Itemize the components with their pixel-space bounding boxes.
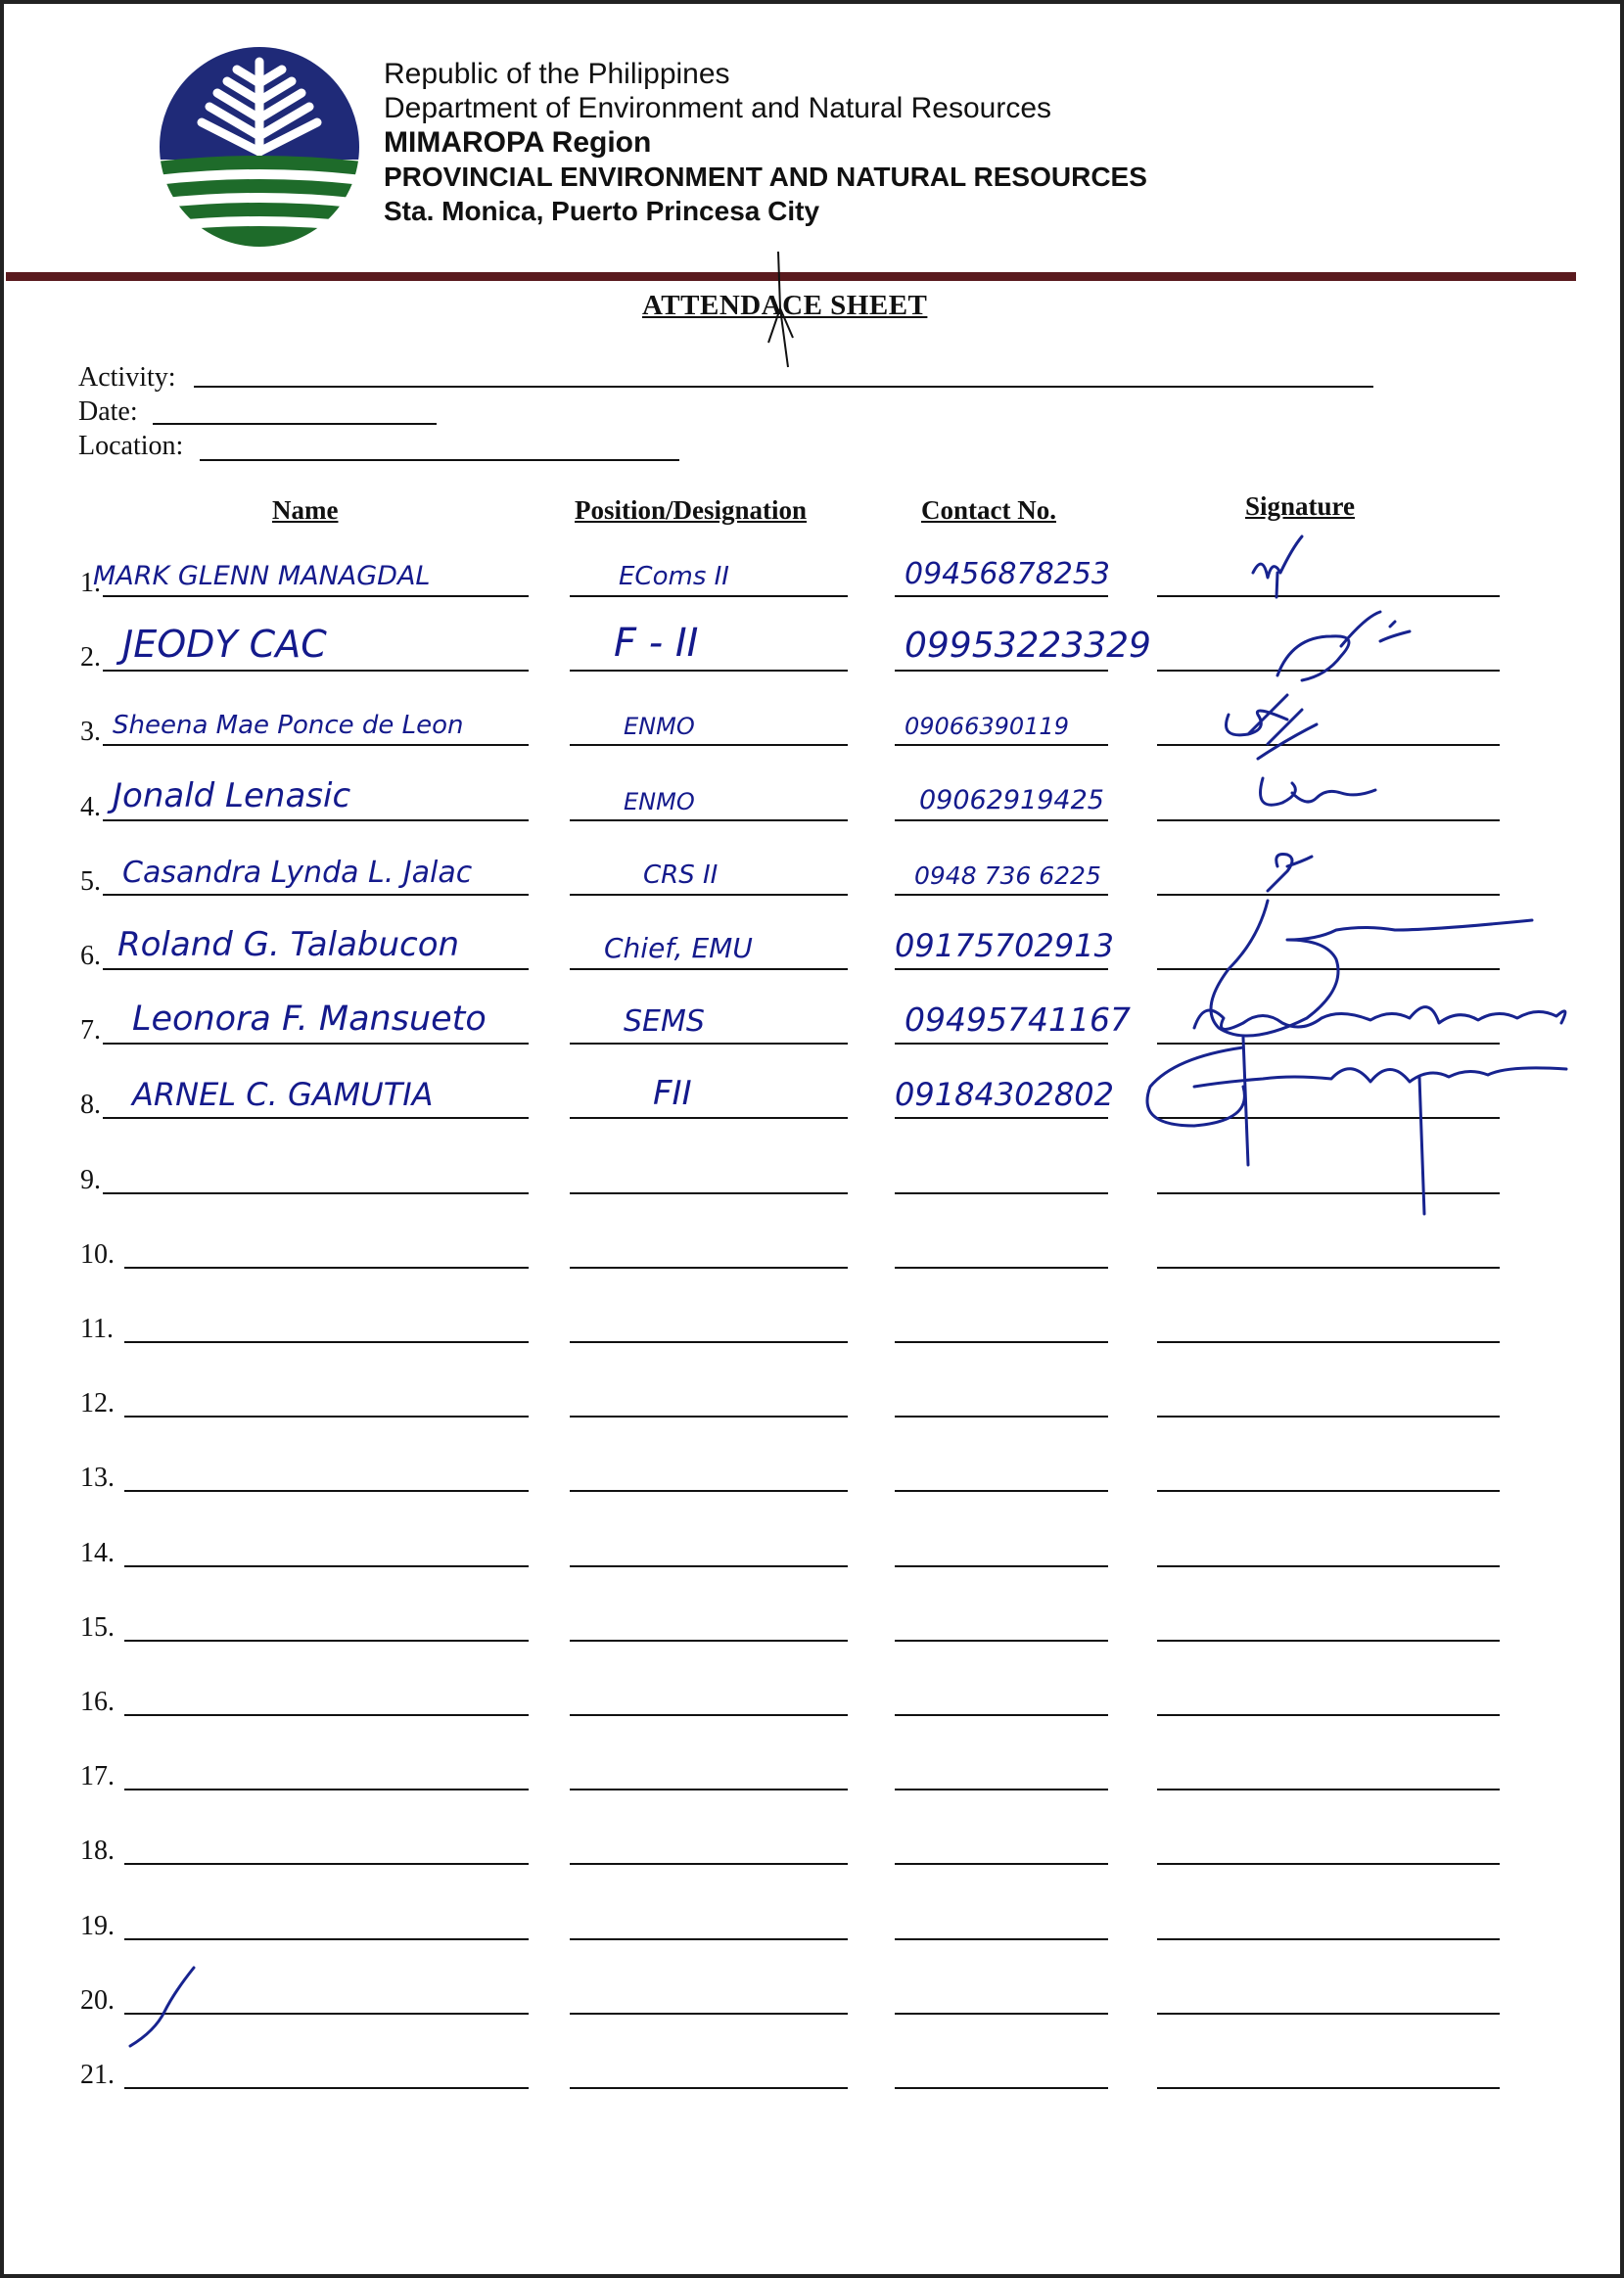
check-mark-icon bbox=[125, 1963, 204, 2051]
denr-logo-icon bbox=[157, 44, 362, 250]
table-row bbox=[0, 1196, 1624, 1271]
attendee-position: FII bbox=[653, 1074, 692, 1114]
contact-blank-line bbox=[895, 1490, 1108, 1492]
pos-blank-line bbox=[570, 1789, 848, 1790]
pos-blank-line bbox=[570, 670, 848, 672]
pos-blank-line bbox=[570, 1341, 848, 1343]
name-blank-line bbox=[103, 1117, 529, 1119]
contact-blank-line bbox=[895, 968, 1108, 970]
row-number: 18. bbox=[80, 1836, 115, 1867]
pos-blank-line bbox=[570, 1192, 848, 1194]
contact-blank-line bbox=[895, 1267, 1108, 1269]
table-row bbox=[0, 1122, 1624, 1196]
contact-blank-line bbox=[895, 894, 1108, 896]
contact-blank-line bbox=[895, 1863, 1108, 1865]
attendee-name: Jonald Lenasic bbox=[113, 775, 351, 815]
signature-blank-line bbox=[1157, 1640, 1500, 1642]
location-label: Location: bbox=[78, 431, 184, 461]
pos-blank-line bbox=[570, 1938, 848, 1940]
column-header-position: Position/Designation bbox=[575, 495, 808, 525]
signature-blank-line bbox=[1157, 819, 1500, 821]
pos-blank-line bbox=[570, 1416, 848, 1418]
attendee-contact-number: 09953223329 bbox=[905, 626, 1151, 667]
contact-blank-line bbox=[895, 1789, 1108, 1790]
contact-blank-line bbox=[895, 1117, 1108, 1119]
name-blank-line bbox=[124, 1640, 529, 1642]
letterhead-address: Sta. Monica, Puerto Princesa City bbox=[384, 196, 820, 226]
contact-blank-line bbox=[895, 1565, 1108, 1567]
name-blank-line bbox=[124, 1565, 529, 1567]
attendee-position: SEMS bbox=[624, 1004, 705, 1040]
pos-blank-line bbox=[570, 1043, 848, 1045]
attendee-contact-number: 09495741167 bbox=[905, 1000, 1131, 1040]
signature-blank-line bbox=[1157, 968, 1500, 970]
pos-blank-line bbox=[570, 595, 848, 597]
row-number: 10. bbox=[80, 1238, 115, 1270]
attendee-name: Leonora F. Mansueto bbox=[132, 1000, 487, 1040]
attendee-name: Sheena Mae Ponce de Leon bbox=[113, 711, 464, 741]
letterhead bbox=[384, 57, 1147, 228]
contact-blank-line bbox=[895, 1043, 1108, 1045]
page-title: ATTENDACE SHEET bbox=[642, 290, 928, 321]
table-row bbox=[0, 1271, 1624, 1345]
table-row bbox=[0, 1792, 1624, 1867]
name-blank-line bbox=[124, 1938, 529, 1940]
table-row bbox=[0, 823, 1624, 898]
pos-blank-line bbox=[570, 1640, 848, 1642]
attendee-name: ARNEL C. GAMUTIA bbox=[132, 1076, 434, 1114]
row-number: 13. bbox=[80, 1463, 115, 1494]
pos-blank-line bbox=[570, 1714, 848, 1716]
table-row bbox=[0, 1644, 1624, 1718]
row-number: 17. bbox=[80, 1761, 115, 1792]
pos-blank-line bbox=[570, 894, 848, 896]
signature-blank-line bbox=[1157, 1938, 1500, 1940]
signature-blank-line bbox=[1157, 1789, 1500, 1790]
signature-blank-line bbox=[1157, 1863, 1500, 1865]
table-row bbox=[0, 525, 1624, 599]
pos-blank-line bbox=[570, 2013, 848, 2015]
table-row bbox=[0, 749, 1624, 823]
signature-blank-line bbox=[1157, 1043, 1500, 1045]
contact-blank-line bbox=[895, 744, 1108, 746]
column-header-signature: Signature bbox=[1245, 491, 1356, 521]
name-blank-line bbox=[103, 595, 529, 597]
contact-blank-line bbox=[895, 1640, 1108, 1642]
contact-blank-line bbox=[895, 2087, 1108, 2089]
letterhead-region: MIMAROPA Region bbox=[384, 126, 652, 159]
name-blank-line bbox=[124, 1789, 529, 1790]
pos-blank-line bbox=[570, 1490, 848, 1492]
contact-blank-line bbox=[895, 2013, 1108, 2015]
row-number: 14. bbox=[80, 1537, 115, 1568]
table-row bbox=[0, 1718, 1624, 1792]
attendee-name: Casandra Lynda L. Jalac bbox=[122, 855, 473, 890]
signature-blank-line bbox=[1157, 1192, 1500, 1194]
name-blank-line bbox=[124, 1863, 529, 1865]
contact-blank-line bbox=[895, 1714, 1108, 1716]
row-number: 9. bbox=[80, 1164, 101, 1195]
name-blank-line bbox=[103, 670, 529, 672]
scan-border-top bbox=[0, 0, 1624, 4]
attendee-contact-number: 09062919425 bbox=[919, 784, 1104, 815]
table-row bbox=[0, 674, 1624, 748]
signature-blank-line bbox=[1157, 2013, 1500, 2015]
table-row bbox=[0, 599, 1624, 674]
attendee-contact-number: 09066390119 bbox=[905, 713, 1069, 741]
name-blank-line bbox=[124, 1341, 529, 1343]
name-blank-line bbox=[103, 744, 529, 746]
signature-blank-line bbox=[1157, 744, 1500, 746]
attendee-contact-number: 09175702913 bbox=[895, 927, 1114, 964]
pos-blank-line bbox=[570, 968, 848, 970]
signature-blank-line bbox=[1157, 2087, 1500, 2089]
signature-blank-line bbox=[1157, 1416, 1500, 1418]
row-number: 11. bbox=[80, 1314, 114, 1344]
row-number: 12. bbox=[80, 1388, 115, 1419]
row-number: 21. bbox=[80, 2060, 115, 2090]
signature-blank-line bbox=[1157, 1117, 1500, 1119]
name-blank-line bbox=[124, 1267, 529, 1269]
row-number: 7. bbox=[80, 1015, 101, 1046]
row-number: 15. bbox=[80, 1611, 115, 1643]
table-row bbox=[0, 1942, 1624, 2017]
signature-blank-line bbox=[1157, 595, 1500, 597]
letterhead-department: Department of Environment and Natural Resources bbox=[384, 92, 1052, 124]
table-row bbox=[0, 2017, 1624, 2091]
attendee-position: CRS II bbox=[643, 860, 719, 890]
pos-blank-line bbox=[570, 1565, 848, 1567]
signature-blank-line bbox=[1157, 1341, 1500, 1343]
table-row bbox=[0, 898, 1624, 972]
name-blank-line bbox=[103, 968, 529, 970]
row-number: 16. bbox=[80, 1687, 115, 1717]
scan-border-bottom bbox=[0, 2274, 1624, 2278]
table-row bbox=[0, 1868, 1624, 1942]
pos-blank-line bbox=[570, 1117, 848, 1119]
contact-blank-line bbox=[895, 1341, 1108, 1343]
attendee-position: F - II bbox=[614, 621, 699, 667]
name-blank-line bbox=[124, 2087, 529, 2089]
row-number: 8. bbox=[80, 1090, 101, 1121]
attendee-position: ENMO bbox=[624, 787, 695, 815]
table-row bbox=[0, 1569, 1624, 1644]
row-number: 2. bbox=[80, 642, 101, 674]
pos-blank-line bbox=[570, 2087, 848, 2089]
attendee-name: MARK GLENN MANAGDAL bbox=[93, 561, 431, 591]
row-number: 19. bbox=[80, 1910, 115, 1941]
pos-blank-line bbox=[570, 819, 848, 821]
signature-blank-line bbox=[1157, 1490, 1500, 1492]
attendee-contact-number: 09456878253 bbox=[905, 557, 1110, 591]
attendee-position: ENMO bbox=[624, 713, 695, 741]
name-blank-line bbox=[124, 1714, 529, 1716]
name-blank-line bbox=[103, 1192, 529, 1194]
attendee-contact-number: 0948 736 6225 bbox=[914, 860, 1101, 890]
pos-blank-line bbox=[570, 744, 848, 746]
row-number: 5. bbox=[80, 865, 101, 897]
pen-stroke-mark bbox=[759, 250, 808, 377]
table-row bbox=[0, 1046, 1624, 1121]
name-blank-line bbox=[124, 1490, 529, 1492]
signature-blank-line bbox=[1157, 894, 1500, 896]
row-number: 4. bbox=[80, 791, 101, 822]
contact-blank-line bbox=[895, 1938, 1108, 1940]
column-header-contact: Contact No. bbox=[921, 495, 1056, 525]
column-header-name: Name bbox=[272, 495, 339, 525]
name-blank-line bbox=[103, 819, 529, 821]
attendee-name: JEODY CAC bbox=[122, 623, 327, 667]
table-row bbox=[0, 1345, 1624, 1419]
table-row bbox=[0, 1419, 1624, 1494]
signature-blank-line bbox=[1157, 670, 1500, 672]
activity-label: Activity: bbox=[78, 362, 176, 393]
table-row bbox=[0, 1495, 1624, 1569]
letterhead-republic: Republic of the Philippines bbox=[384, 58, 730, 90]
contact-blank-line bbox=[895, 819, 1108, 821]
activity-blank-line bbox=[194, 386, 1373, 388]
attendee-contact-number: 09184302802 bbox=[895, 1076, 1114, 1114]
signature-blank-line bbox=[1157, 1267, 1500, 1269]
contact-blank-line bbox=[895, 1192, 1108, 1194]
location-blank-line bbox=[200, 459, 679, 461]
row-number: 20. bbox=[80, 1984, 115, 2016]
row-number: 1. bbox=[80, 568, 101, 598]
letterhead-office: PROVINCIAL ENVIRONMENT AND NATURAL RESOURCES bbox=[384, 162, 1147, 192]
attendee-position: EComs II bbox=[619, 562, 729, 591]
contact-blank-line bbox=[895, 670, 1108, 672]
signature-blank-line bbox=[1157, 1714, 1500, 1716]
name-blank-line bbox=[103, 894, 529, 896]
attendee-name: Roland G. Talabucon bbox=[117, 925, 460, 964]
name-blank-line bbox=[103, 1043, 529, 1045]
row-number: 3. bbox=[80, 717, 101, 748]
signature-blank-line bbox=[1157, 1565, 1500, 1567]
pos-blank-line bbox=[570, 1267, 848, 1269]
contact-blank-line bbox=[895, 595, 1108, 597]
pos-blank-line bbox=[570, 1863, 848, 1865]
contact-blank-line bbox=[895, 1416, 1108, 1418]
attendee-position: Chief, EMU bbox=[604, 932, 753, 964]
table-row bbox=[0, 972, 1624, 1046]
date-blank-line bbox=[153, 423, 437, 425]
row-number: 6. bbox=[80, 941, 101, 971]
name-blank-line bbox=[124, 1416, 529, 1418]
date-label: Date: bbox=[78, 396, 138, 427]
